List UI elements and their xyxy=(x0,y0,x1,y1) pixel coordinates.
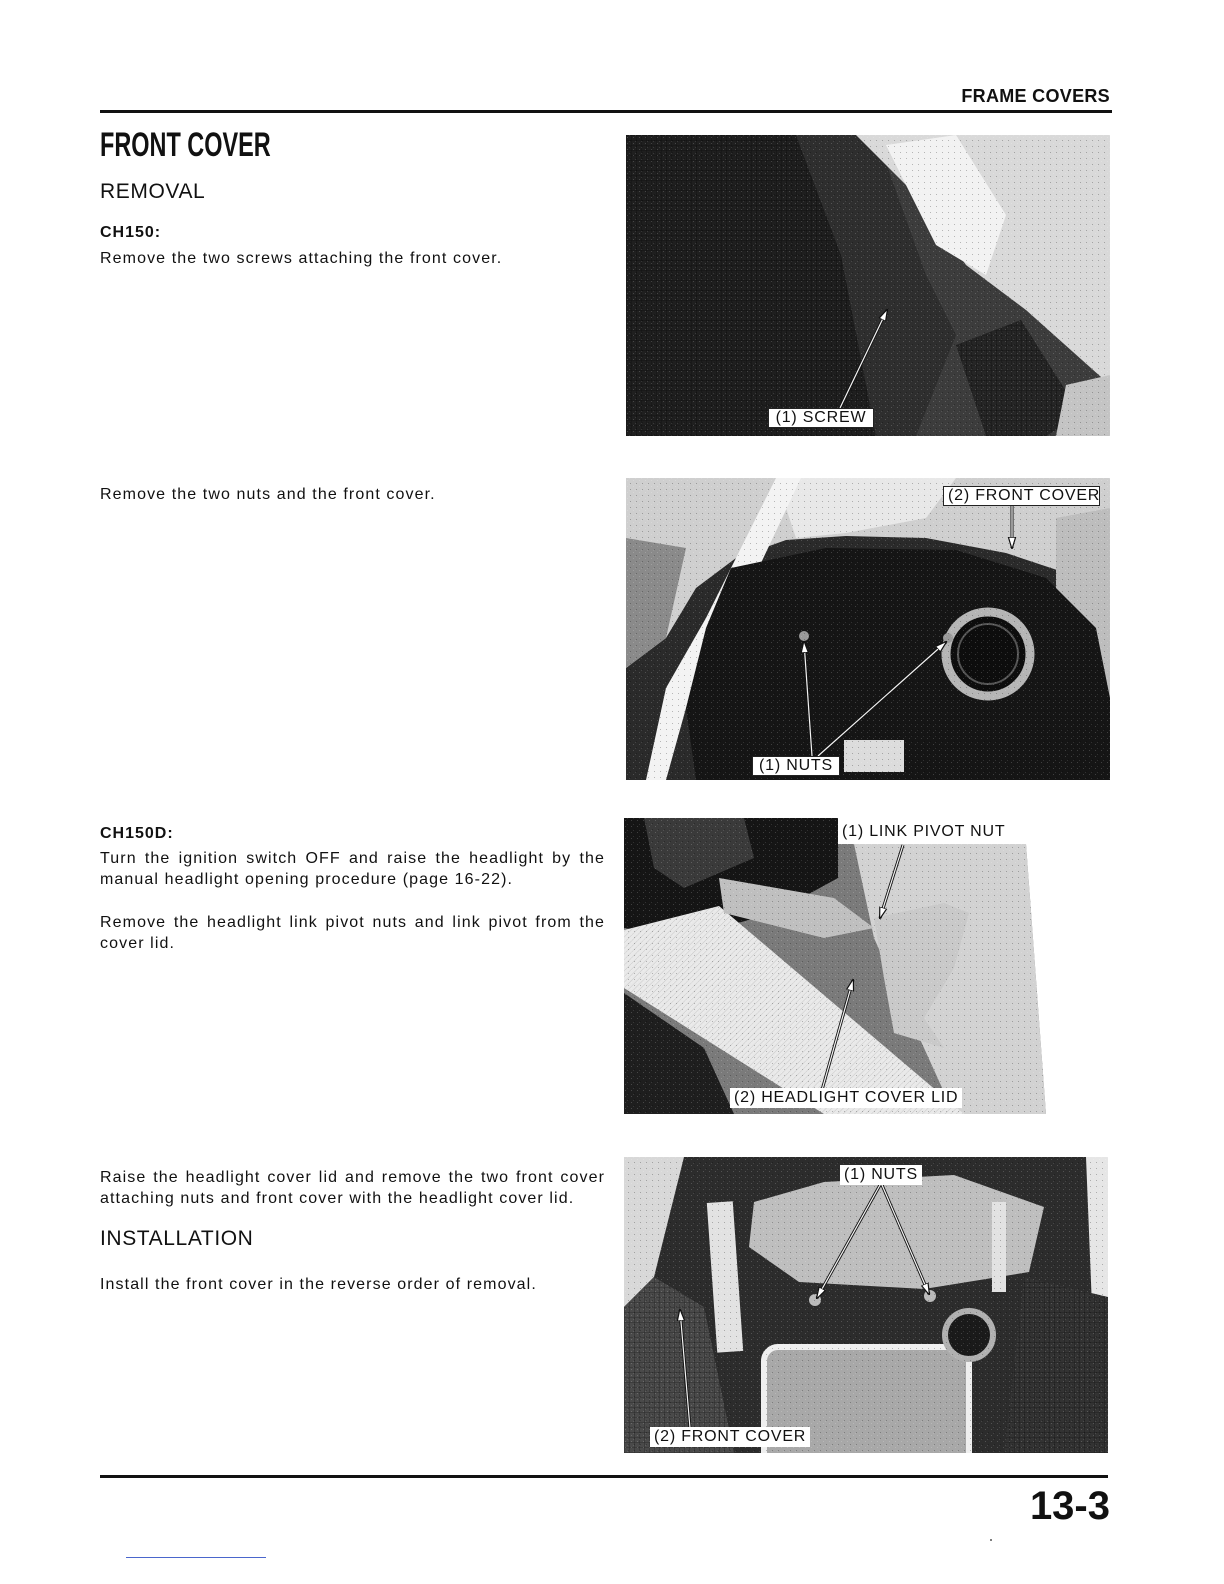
figure-label-link-pivot-nut: (1) LINK PIVOT NUT xyxy=(838,822,1009,842)
step-remove-front-cover xyxy=(100,1167,605,1209)
step-text-line: manual headlight opening procedure (page 16-22). xyxy=(100,871,514,888)
figure-label-front-cover: (2) FRONT COVER xyxy=(650,1427,810,1447)
photo-background xyxy=(624,1157,1108,1453)
step-text-line: Remove the headlight link pivot nuts and link pivot from the xyxy=(100,914,605,931)
header-rule xyxy=(100,110,1112,113)
photo-background xyxy=(626,478,1110,780)
step-text-line: Install the front cover in the reverse order of removal. xyxy=(100,1276,537,1293)
photo-front-cover-nuts xyxy=(626,478,1110,780)
photo-background xyxy=(626,135,1110,436)
step-text-line: attaching nuts and front cover with the headlight cover lid. xyxy=(100,1190,575,1207)
step-remove-nuts xyxy=(100,484,436,505)
installation-heading: INSTALLATION xyxy=(100,1227,254,1250)
step-text-line: Remove the two screws attaching the front cover. xyxy=(100,250,503,267)
step-text-line: Turn the ignition switch OFF and raise the headlight by the xyxy=(100,850,605,867)
blue-rule-mark xyxy=(126,1557,266,1558)
model-ch150d-label: CH150D: xyxy=(100,825,174,842)
photo-grain xyxy=(624,818,1046,1114)
photo-grain xyxy=(624,1157,1108,1453)
photo-front-cover-with-lid xyxy=(624,1157,1108,1453)
step-remove-link-pivot xyxy=(100,912,605,954)
step-raise-headlight xyxy=(100,848,605,890)
figure-label-screw: (1) SCREW xyxy=(768,408,874,428)
step-text-line: Raise the headlight cover lid and remove the two front cover xyxy=(100,1169,605,1186)
removal-heading: REMOVAL xyxy=(100,180,206,203)
page-title: FRONT COVER xyxy=(100,126,271,164)
photo-link-pivot xyxy=(624,818,1046,1114)
figure-label-front-cover: (2) FRONT COVER xyxy=(943,486,1100,506)
model-ch150-label: CH150: xyxy=(100,224,162,241)
figure-label-headlight-cover-lid: (2) HEADLIGHT COVER LID xyxy=(730,1088,962,1108)
footer-rule xyxy=(100,1475,1108,1478)
section-title: FRAME COVERS xyxy=(961,86,1110,106)
step-remove-screws xyxy=(100,248,502,269)
page-number: 13-3 xyxy=(1029,1484,1110,1528)
photo-grain xyxy=(626,135,1110,436)
photo-background xyxy=(624,818,1046,1114)
scan-speck xyxy=(990,1539,992,1541)
step-text-line: Remove the two nuts and the front cover. xyxy=(100,486,436,503)
figure-label-nuts: (1) NUTS xyxy=(840,1165,922,1185)
photo-front-cover-screw xyxy=(626,135,1110,436)
figure-label-nuts: (1) NUTS xyxy=(752,756,840,776)
photo-grain xyxy=(626,478,1110,780)
step-text-line: cover lid. xyxy=(100,935,176,952)
installation-step xyxy=(100,1274,537,1295)
